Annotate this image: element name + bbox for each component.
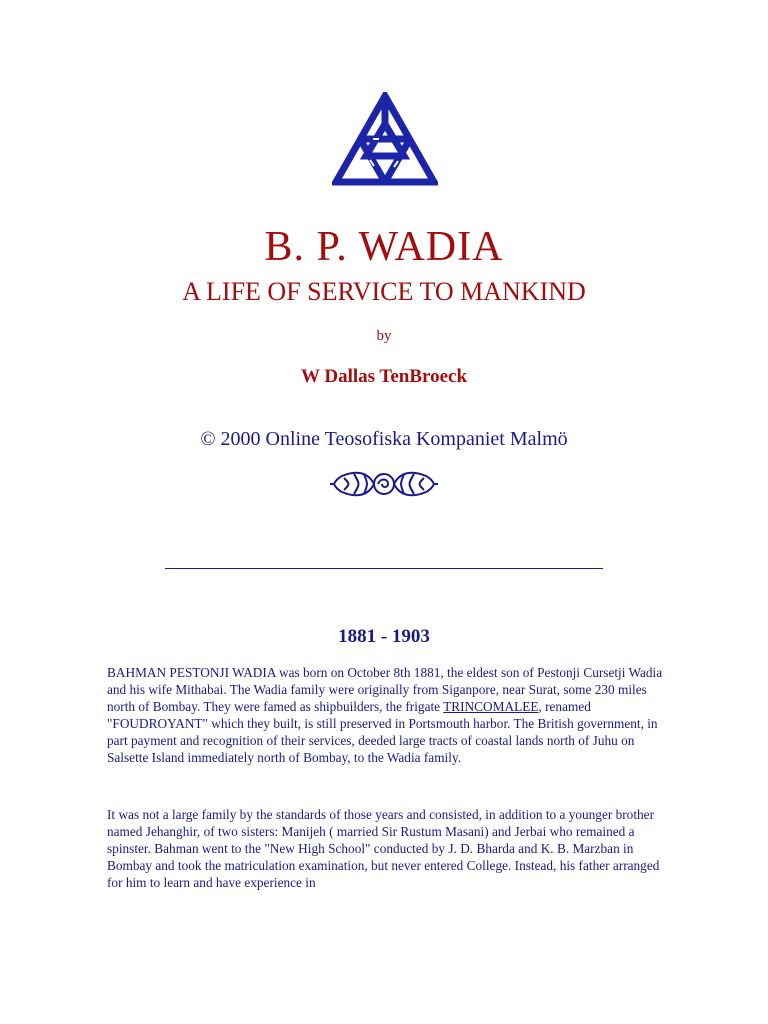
vajra-ornament-icon <box>330 462 438 506</box>
author-name: W Dallas TenBroeck <box>300 366 468 387</box>
horizontal-divider <box>165 568 603 569</box>
body-paragraph: It was not a large family by the standards of those years and consisted, in addition to a younger brother named Jehanghir, of two sisters: Manijeh ( married Sir Rustum Masani) and Jerbai who remained a spinster. Bahman went to the "New High School" conducted by J. D. Bharda and K. B. Marzban in Bombay and took the matriculation examination, but never entered College. Instead, his father arranged for him to learn and have experience in <box>107 807 660 890</box>
paragraph-text: BAHMAN PESTONJI WADIA was born on October 8th 1881, the eldest son of Pestonji Cursetji Wadia and his wife Mithabai. The Wadia family were originally from Siganpore, near Surat, some 230 miles north of Bombay. They were famed as shipbuilders, the frigate <box>107 665 663 714</box>
section-heading: 1881 - 1903 <box>338 626 430 647</box>
byline: by <box>376 328 392 344</box>
paragraph-text: , renamed "FOUDROYANT" which they built, is still preserved in Portsmouth harbor. The British government, in part payment and recognition of their services, deeded large tracts of coastal lands north of Juhu on Salsette Island immediately north of Bombay, to the Wadia family. <box>107 699 658 765</box>
body-paragraph <box>107 664 667 766</box>
copyright-notice: © 2000 Online Teosofiska Kompaniet Malmö <box>200 428 568 450</box>
ship-name-link[interactable]: TRINCOMALEE <box>443 699 539 714</box>
page-title: B. P. WADIA <box>264 224 504 270</box>
page-subtitle: A LIFE OF SERVICE TO MANKIND <box>182 277 586 306</box>
interlaced-triangles-logo-icon <box>332 92 438 186</box>
